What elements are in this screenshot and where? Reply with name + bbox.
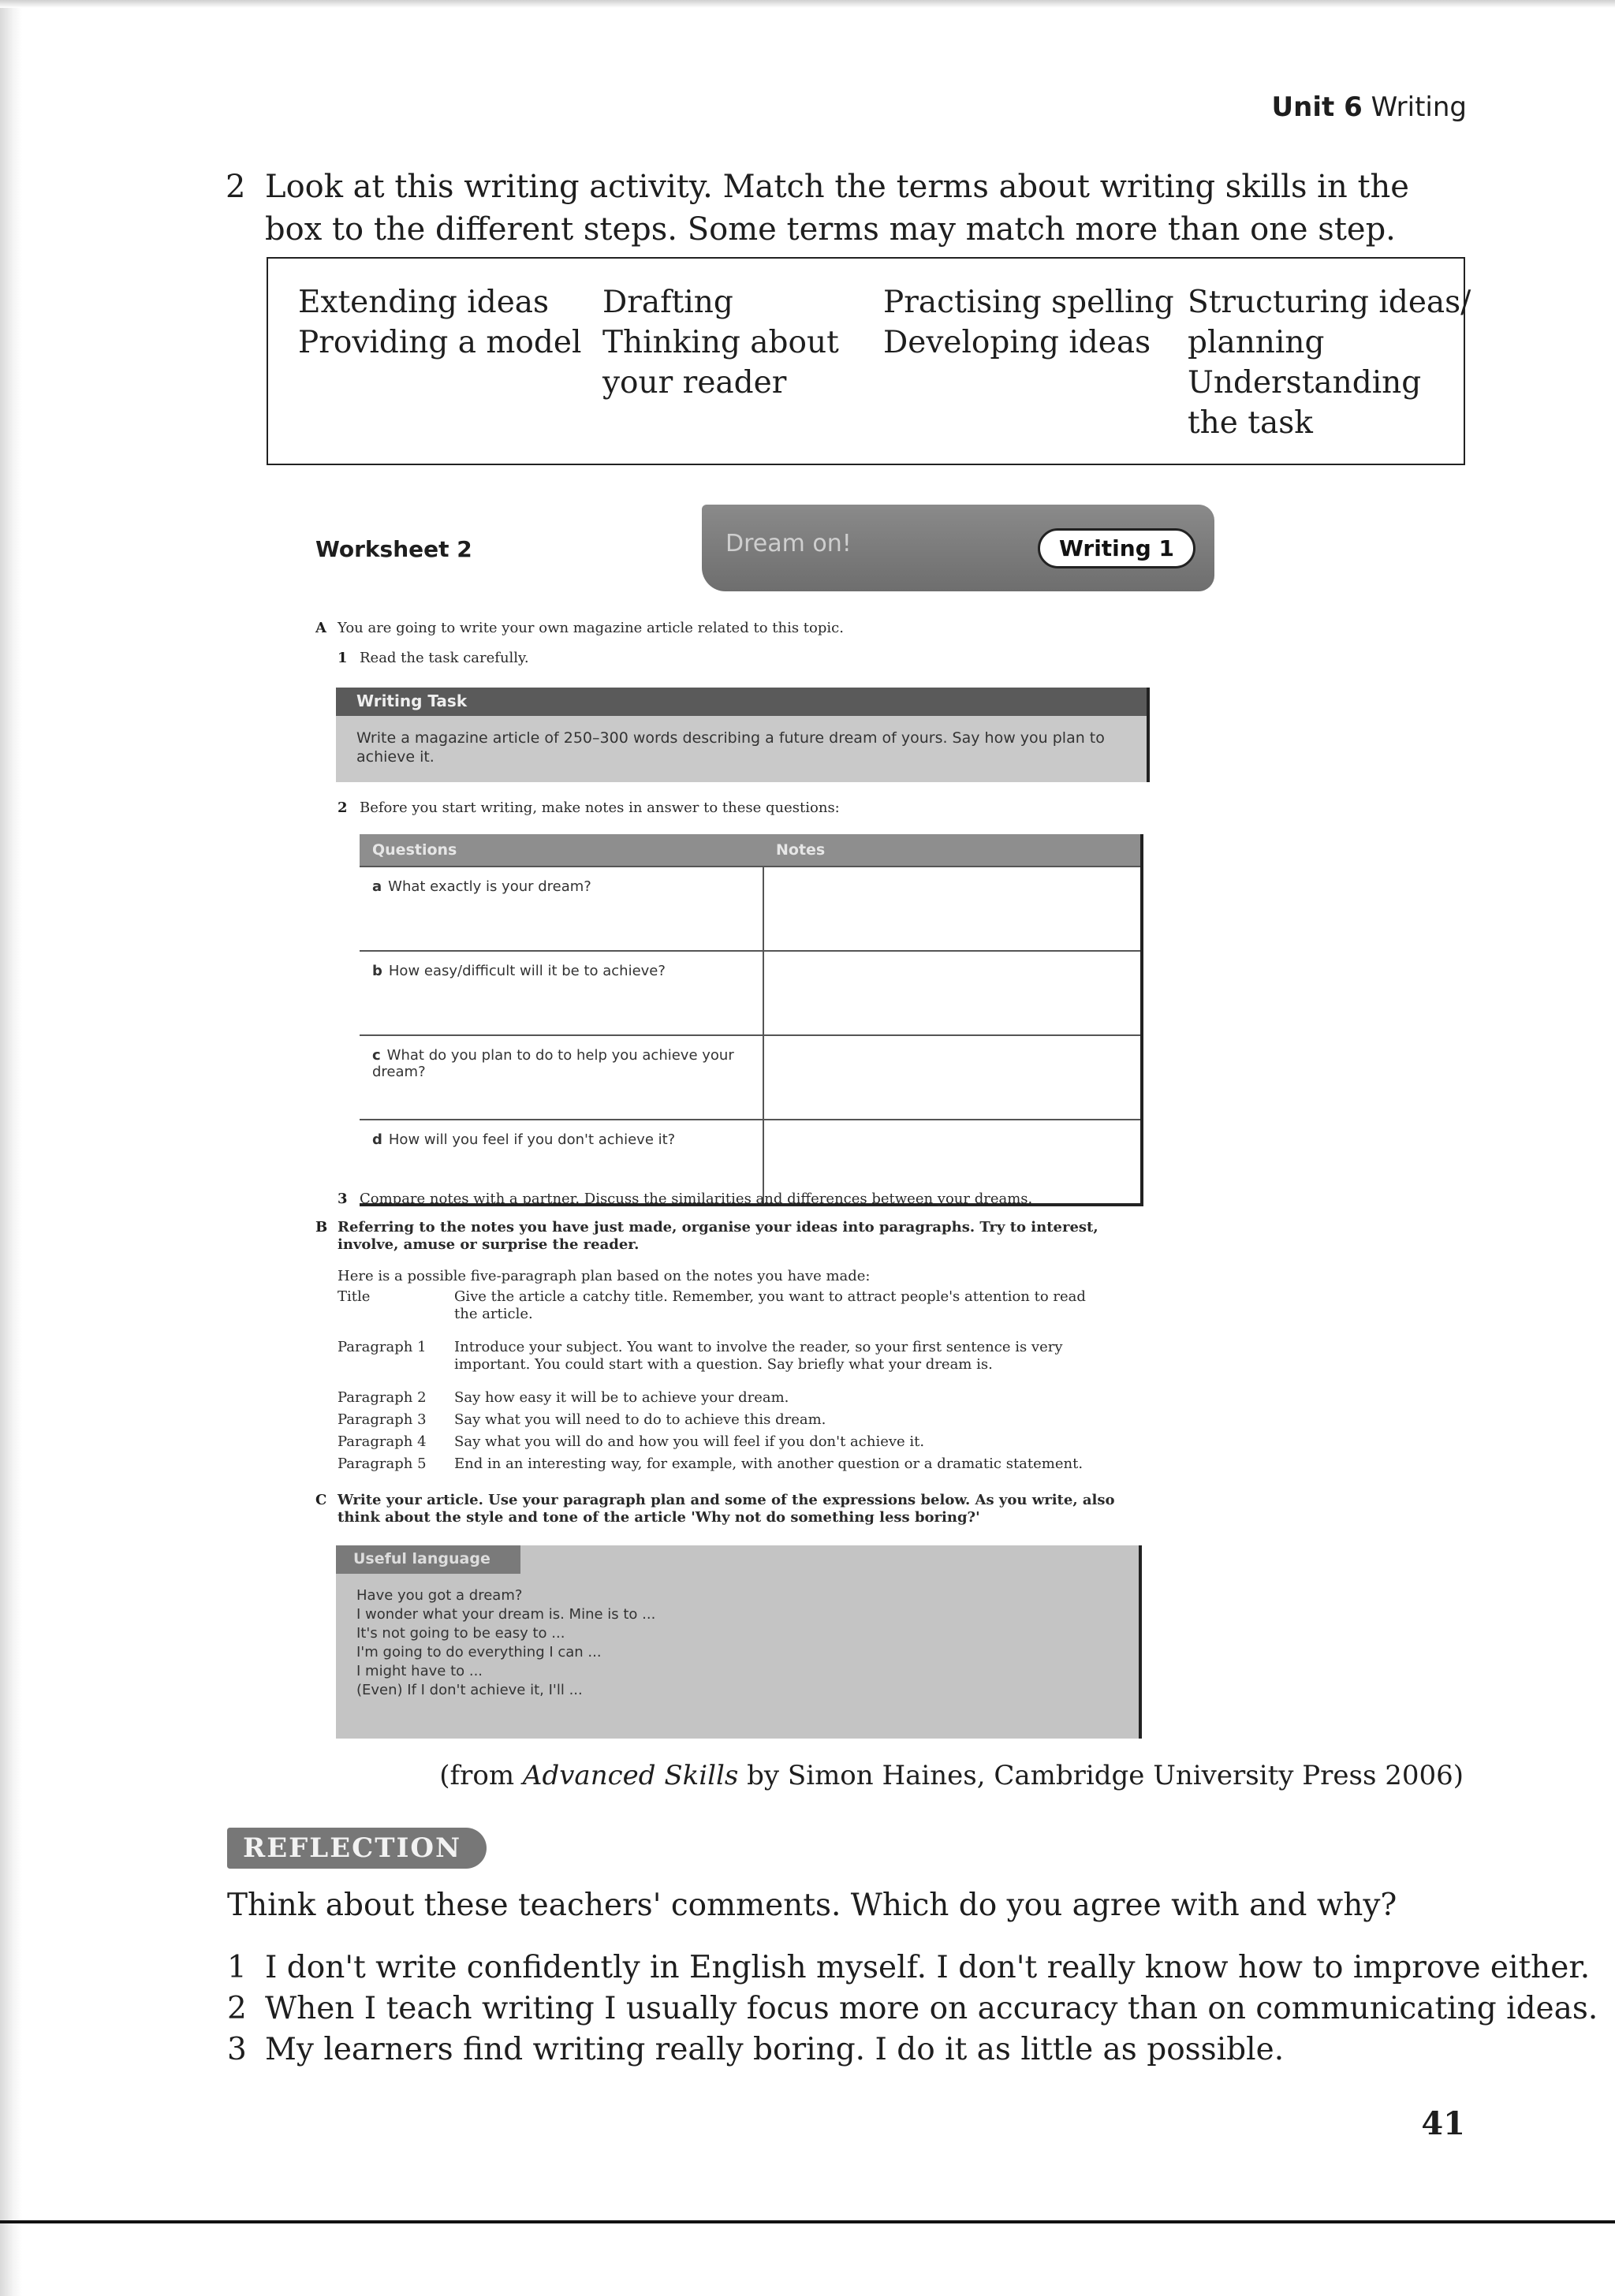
page-bottom-rule [0, 2220, 1615, 2223]
question-letter: d [372, 1131, 382, 1148]
useful-language-header [336, 1545, 520, 1574]
plan-key: Paragraph 1 [338, 1339, 427, 1355]
source-suffix: by Simon Haines, Cambridge University Press 2006) [738, 1760, 1464, 1791]
list-item: It's not going to be easy to ... [356, 1625, 565, 1642]
scan-page-top [0, 0, 1615, 8]
worksheet-image [268, 505, 1230, 1739]
list-item: I wonder what your dream is. Mine is to ... [356, 1606, 656, 1623]
step-3-text: Compare notes with a partner. Discuss the similarities and differences between your dreams. [360, 1191, 1033, 1207]
list-item [227, 2030, 1598, 2070]
plan-key: Paragraph 4 [338, 1433, 427, 1450]
term: Developing ideas [883, 325, 1151, 360]
terms-column-4 [1188, 282, 1471, 443]
terms-column-1 [298, 282, 581, 363]
reflection-list [227, 1948, 1598, 2070]
section-a-text: You are going to write your own magazine article related to this topic. [338, 620, 844, 636]
term: your reader [602, 365, 787, 401]
term: Understanding [1188, 365, 1422, 401]
item-text: My learners find writing really boring. I do it as little as possible. [265, 2032, 1285, 2067]
unit-number: Unit 6 [1271, 91, 1363, 123]
table-header-row [360, 834, 1142, 867]
question-cell [360, 1035, 763, 1120]
terms-column-3 [883, 282, 1174, 363]
step-3-number: 3 [338, 1191, 348, 1207]
useful-language-heading: Useful language [353, 1550, 490, 1567]
worksheet-banner [702, 505, 1214, 591]
section-b-text: Referring to the notes you have just made, organise your ideas into paragraphs. Try to interest, involve, amuse or surprise the reader. [338, 1219, 1098, 1253]
reflection-heading: REFLECTION [243, 1832, 462, 1864]
plan-key: Paragraph 5 [338, 1456, 427, 1472]
table-row [360, 867, 1142, 951]
plan-value: Say how easy it will be to achieve your dream. [454, 1389, 789, 1406]
plan-key: Paragraph 3 [338, 1411, 427, 1428]
notes-header: Notes [763, 834, 1142, 867]
section-letter-a: A [315, 620, 326, 636]
term: planning [1188, 325, 1325, 360]
list-item: I'm going to do everything I can ... [356, 1644, 602, 1660]
question-cell [360, 867, 763, 951]
term: Structuring ideas/ [1188, 285, 1471, 320]
plan-value: End in an interesting way, for example, with another question or a dramatic statement. [454, 1456, 1084, 1472]
term: Providing a model [298, 325, 582, 360]
list-item: I might have to ... [356, 1663, 483, 1679]
source-title: Advanced Skills [522, 1760, 739, 1791]
notes-cell [763, 867, 1142, 951]
list-item: (Even) If I don't achieve it, I'll ... [356, 1682, 583, 1698]
plan-key: Title [338, 1288, 371, 1305]
writing-task-text: Write a magazine article of 250–300 words describing a future dream of yours. Say how you plan to achieve it. [356, 729, 1105, 766]
writing-task-header [336, 688, 1147, 716]
question-text: Look at this writing activity. Match the terms about writing skills in the box to the different steps. Some terms may match more than one step. [265, 169, 1409, 248]
notes-cell [763, 951, 1142, 1035]
table-row [360, 951, 1142, 1035]
question-letter: a [372, 878, 382, 895]
item-number: 1 [227, 1950, 247, 1985]
question-text: What exactly is your dream? [388, 878, 591, 895]
worksheet-label: Worksheet 2 [315, 536, 472, 562]
question-text: How easy/difficult will it be to achieve? [388, 963, 666, 979]
source-citation [439, 1760, 1464, 1791]
item-number: 2 [227, 1991, 247, 2026]
plan-value: Say what you will need to do to achieve this dream. [454, 1411, 826, 1428]
term: Practising spelling [883, 285, 1174, 320]
questions-header: Questions [360, 834, 763, 867]
plan-value: Give the article a catchy title. Remember, you want to attract people's attention to read the article. [454, 1288, 1086, 1322]
list-item [227, 1948, 1598, 1988]
section-letter-b: B [315, 1219, 328, 1236]
plan-value: Introduce your subject. You want to involve the reader, so your first sentence is very important. You could start with a question. Say briefly what your dream is. [454, 1339, 1063, 1373]
page-number: 41 [1421, 2105, 1465, 2142]
writing-badge: Writing 1 [1038, 528, 1195, 568]
writing-task-box [336, 688, 1150, 782]
plan-value: Say what you will do and how you will feel if you don't achieve it. [454, 1433, 925, 1450]
table-row [360, 1035, 1142, 1120]
term: Drafting [602, 285, 733, 320]
useful-language-list [356, 1586, 655, 1700]
item-number: 3 [227, 2032, 247, 2067]
plan-key: Paragraph 2 [338, 1389, 427, 1406]
notes-cell [763, 1035, 1142, 1120]
step-1-text: Read the task carefully. [360, 650, 529, 666]
question-letter: b [372, 963, 382, 979]
question-cell [360, 951, 763, 1035]
question-letter: c [372, 1047, 381, 1064]
item-text: I don't write confidently in English myself. I don't really know how to improve either. [265, 1950, 1591, 1985]
list-item [227, 1988, 1598, 2030]
terms-column-2 [602, 282, 839, 403]
source-prefix: (from [439, 1760, 523, 1791]
section-c-text: Write your article. Use your paragraph plan and some of the expressions below. As you write, also think about the style and tone of the article 'Why not do something less boring?' [338, 1492, 1115, 1526]
unit-header [1272, 91, 1467, 123]
term: Thinking about [602, 325, 839, 360]
scan-page-edge [0, 0, 22, 2296]
step-2-number: 2 [338, 800, 348, 816]
step-2-text: Before you start writing, make notes in answer to these questions: [360, 800, 840, 816]
question-text: What do you plan to do to help you achieve your dream? [372, 1047, 734, 1080]
term: Extending ideas [298, 285, 550, 320]
item-text: When I teach writing I usually focus more on accuracy than on communicating ideas. [265, 1991, 1598, 2026]
term: the task [1188, 405, 1313, 441]
plan-intro: Here is a possible five-paragraph plan based on the notes you have made: [338, 1268, 871, 1284]
reflection-badge [227, 1828, 487, 1869]
useful-language-box [336, 1545, 1142, 1739]
questions-notes-table [360, 834, 1143, 1206]
step-1-number: 1 [338, 650, 348, 666]
question-text: How will you feel if you don't achieve it? [388, 1131, 676, 1148]
worksheet-title: Dream on! [725, 530, 852, 557]
writing-task-heading: Writing Task [356, 691, 468, 710]
reflection-intro: Think about these teachers' comments. Which do you agree with and why? [227, 1888, 1397, 1923]
list-item: Have you got a dream? [356, 1587, 523, 1604]
section-letter-c: C [315, 1492, 327, 1508]
terms-box [267, 257, 1471, 465]
unit-section: Writing [1371, 91, 1467, 123]
question-number: 2 [226, 169, 246, 205]
